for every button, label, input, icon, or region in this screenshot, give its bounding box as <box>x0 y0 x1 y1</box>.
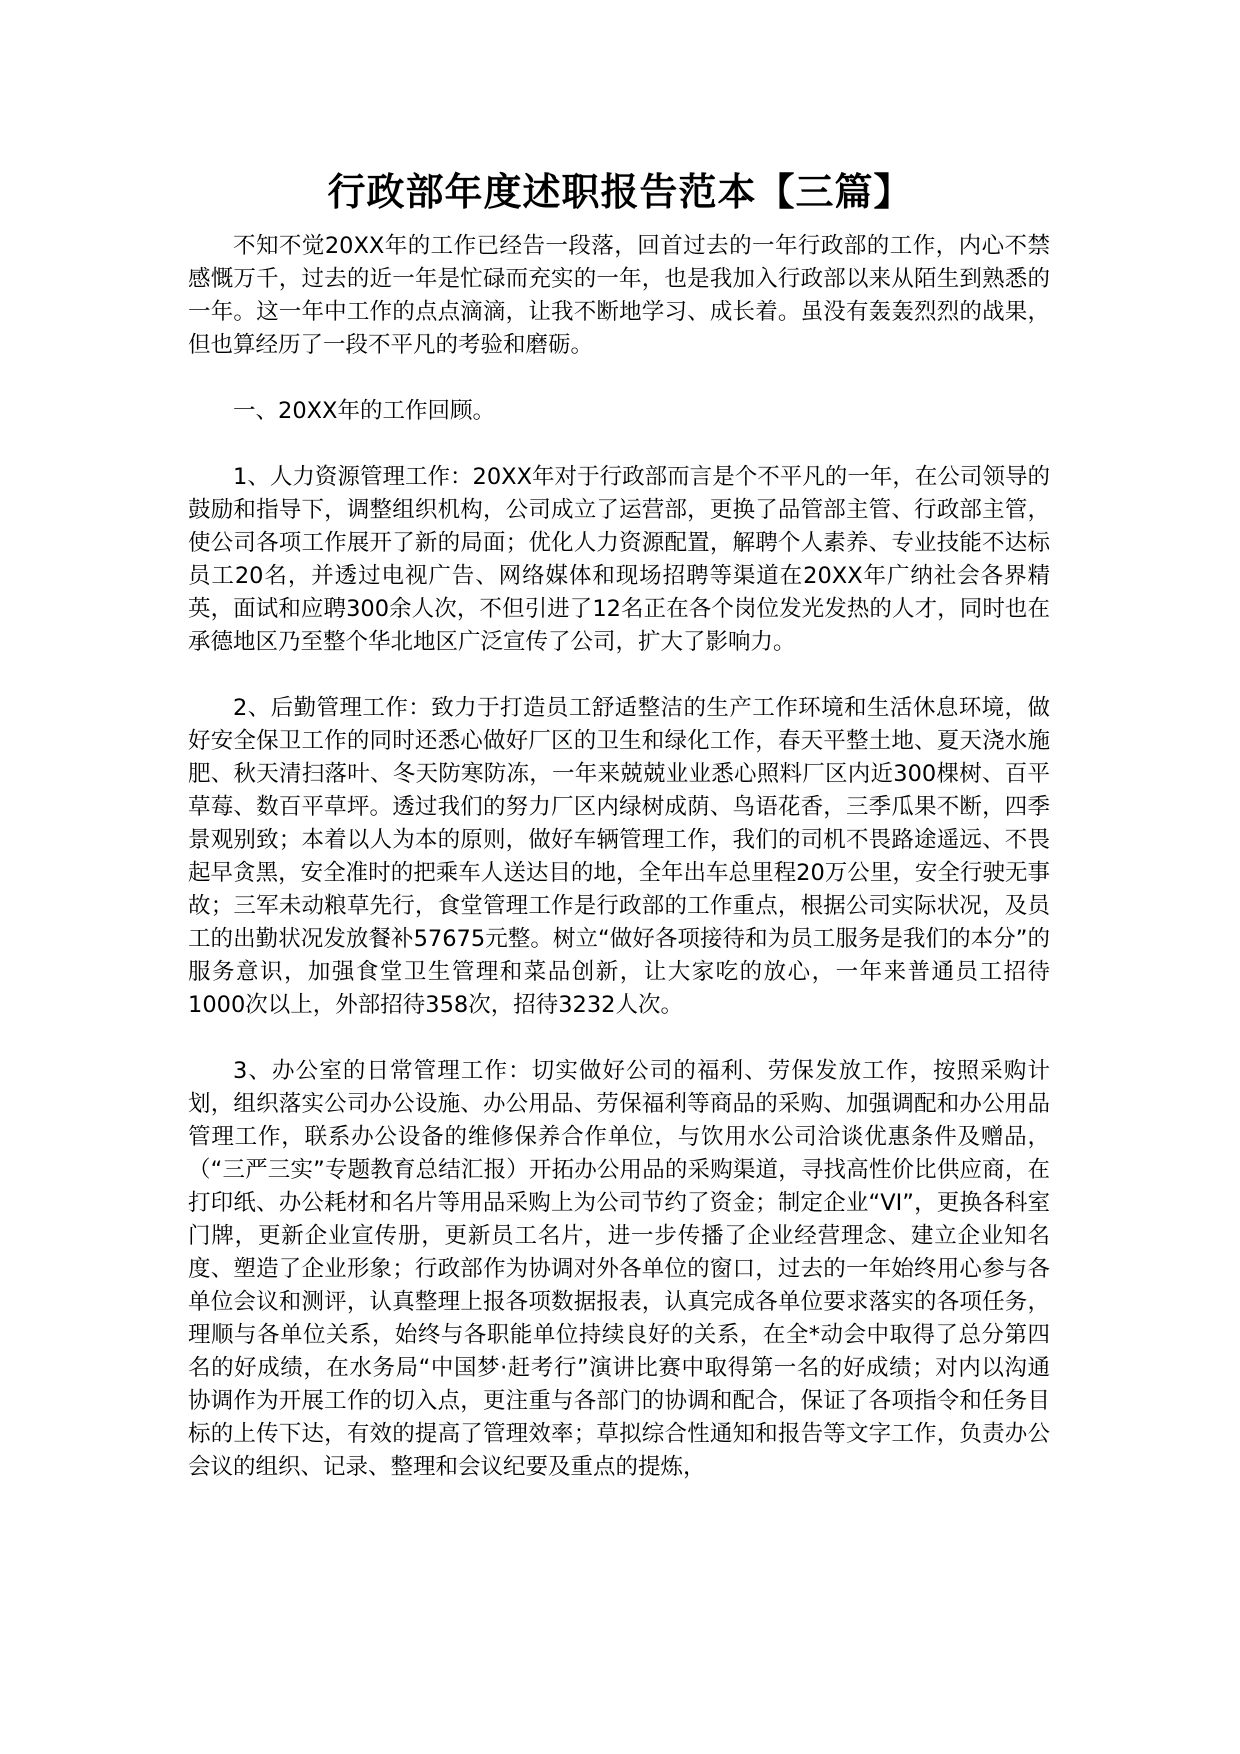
document-body <box>188 230 1050 1517</box>
intro-paragraph: 不知不觉20XX年的工作已经告一段落，回首过去的一年行政部的工作，内心不禁感慨万千，过去的近一年是忙碌而充实的一年，也是我加入行政部以来从陌生到熟悉的一年。这一年中工作的点点滴滴，让我不断地学习、成长着。虽没有轰轰烈烈的战果，但也算经历了一段不平凡的考验和磨砺。 <box>188 233 1050 358</box>
section-heading-review: 一、20XX年的工作回顾。 <box>233 398 495 424</box>
paragraph-hr-management: 1、人力资源管理工作：20XX年对于行政部而言是个不平凡的一年，在公司领导的鼓励和指导下，调整组织机构，公司成立了运营部，更换了品管部主管、行政部主管，使公司各项工作展开了新的局面；优化人力资源配置，解聘个人素养、专业技能不达标员工20名，并透过电视广告、网络媒体和现场招聘等渠道在20XX年广纳社会各界精英，面试和应聘300余人次，不但引进了12名正在各个岗位发光发热的人才，同时也在承德地区乃至整个华北地区广泛宣传了公司，扩大了影响力。 <box>188 464 1050 655</box>
paragraph-office-management: 3、办公室的日常管理工作：切实做好公司的福利、劳保发放工作，按照采购计划，组织落实公司办公设施、办公用品、劳保福利等商品的采购、加强调配和办公用品管理工作，联系办公设备的维修保养合作单位，与饮用水公司洽谈优惠条件及赠品，（“三严三实”专题教育总结汇报）开拓办公用品的采购渠道，寻找高性价比供应商，在打印纸、办公耗材和名片等用品采购上为公司节约了资金；制定企业“VI”，更换各科室门牌，更新企业宣传册，更新员工名片，进一步传播了企业经营理念、建立企业知名度、塑造了企业形象；行政部作为协调对外各单位的窗口，过去的一年始终用心参与各单位会议和测评，认真整理上报各项数据报表，认真完成各单位要求落实的各项任务，理顺与各单位关系，始终与各职能单位持续良好的关系，在全*动会中取得了总分第四名的好成绩，在水务局“中国梦·赶考行”演讲比赛中取得第一名的好成绩；对内以沟通协调作为开展工作的切入点，更注重与各部门的协调和配合，保证了各项指令和任务目标的上传下达，有效的提高了管理效率；草拟综合性通知和报告等文字工作，负责办公会议的组织、记录、整理和会议纪要及重点的提炼， <box>188 1058 1050 1480</box>
document-title: 行政部年度述职报告范本【三篇】 <box>327 170 913 214</box>
paragraph-logistics-management: 2、后勤管理工作：致力于打造员工舒适整洁的生产工作环境和生活休息环境，做好安全保卫工作的同时还悉心做好厂区的卫生和绿化工作，春天平整土地、夏天浇水施肥、秋天清扫落叶、冬天防寒防冻，一年来兢兢业业悉心照料厂区内近300棵树、百平草莓、数百平草坪。透过我们的努力厂区内绿树成荫、鸟语花香，三季瓜果不断，四季景观别致；本着以人为本的原则，做好车辆管理工作，我们的司机不畏路途遥远、不畏起早贪黑，安全准时的把乘车人送达目的地，全年出车总里程20万公里，安全行驶无事故；三军未动粮草先行，食堂管理工作是行政部的工作重点，根据公司实际状况，及员工的出勤状况发放餐补57675元整。树立“做好各项接待和为员工服务是我们的本分”的服务意识，加强食堂卫生管理和菜品创新，让大家吃的放心，一年来普通员工招待1000次以上，外部招待358次，招待3232人次。 <box>188 695 1050 1018</box>
